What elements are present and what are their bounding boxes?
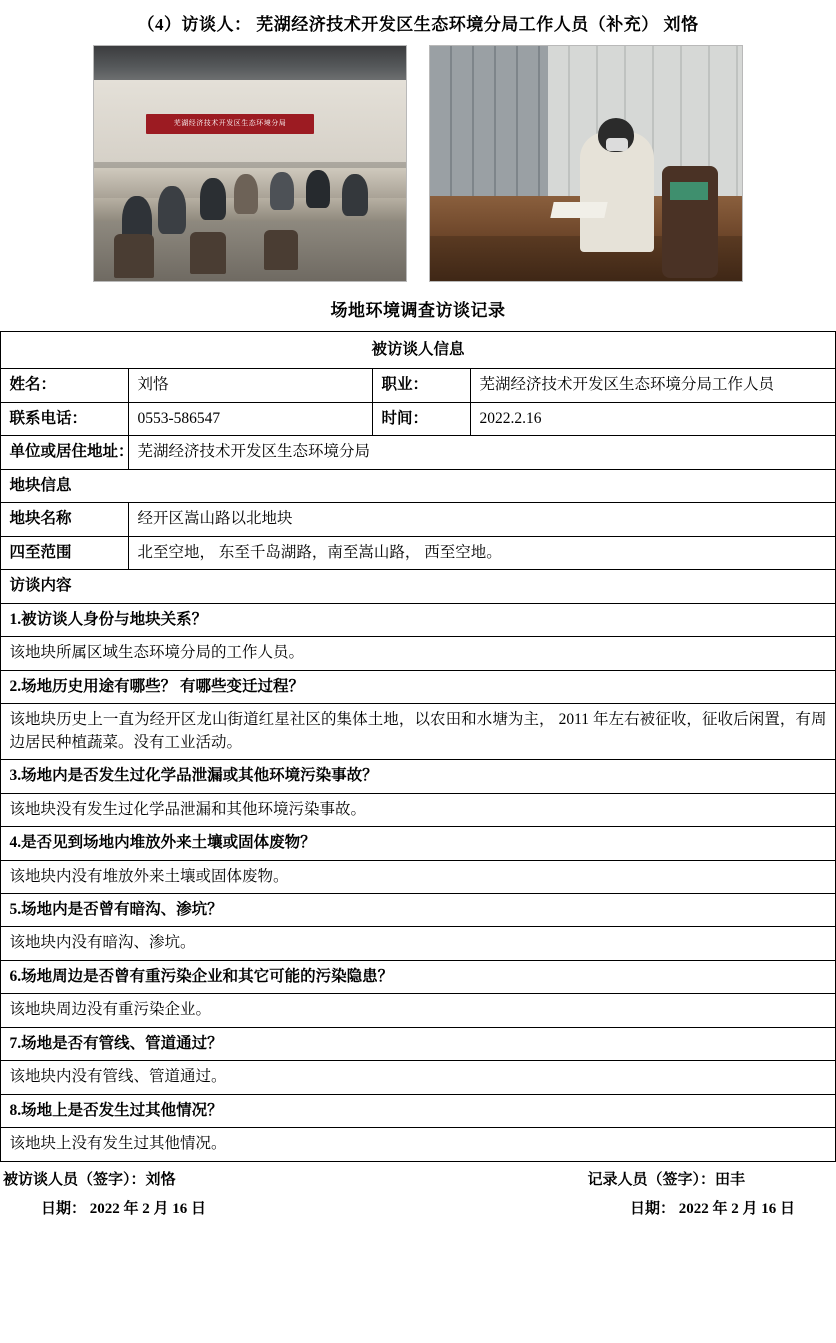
question-2: 2.场地历史用途有哪些？ 有哪些变迁过程？ — [1, 670, 835, 703]
value-phone: 0553-586547 — [129, 402, 373, 435]
table-row — [1, 1094, 835, 1127]
table-row — [1, 570, 835, 603]
photo-row — [0, 45, 836, 282]
table-row — [1, 760, 835, 793]
ceiling-region — [94, 46, 406, 80]
recorder-signature: 记录人员（签字）：田丰 — [587, 1171, 745, 1188]
table-row — [1, 670, 835, 703]
label-occupation: 职业： — [373, 369, 471, 402]
wall-banner — [146, 114, 314, 134]
question-3: 3.场地内是否发生过化学品泄漏或其他环境污染事故？ — [1, 760, 835, 793]
photo-interview-desk — [429, 45, 743, 282]
answer-2: 该地块历史上一直为经开区龙山街道红星社区的集体土地，以农田和水塘为主， 2011 年左右被征收，征收后闲置，有周边居民种植蔬菜。没有工业活动。 — [1, 704, 835, 760]
question-5: 5.场地内是否曾有暗沟、渗坑？ — [1, 893, 835, 926]
table-row — [1, 1128, 835, 1161]
label-phone: 联系电话： — [1, 402, 129, 435]
table-row — [1, 704, 835, 760]
answer-3: 该地块没有发生过化学品泄漏和其他环境污染事故。 — [1, 793, 835, 826]
table-row — [1, 469, 835, 502]
table-row — [1, 793, 835, 826]
label-name: 姓名： — [1, 369, 129, 402]
value-address: 芜湖经济技术开发区生态环境分局 — [129, 436, 835, 469]
table-row — [1, 1027, 835, 1060]
person-figure — [342, 174, 368, 216]
desk-box — [670, 182, 708, 200]
person-figure — [234, 174, 258, 214]
section-interview-content: 访谈内容 — [1, 570, 835, 603]
signature-row — [1, 1168, 835, 1189]
table-row — [1, 369, 835, 402]
interview-caption: （4）访谈人： 芜湖经济技术开发区生态环境分局工作人员（补充） 刘恪 — [137, 15, 699, 34]
answer-6: 该地块周边没有重污染企业。 — [1, 994, 835, 1027]
table-row — [1, 994, 835, 1027]
answer-7: 该地块内没有管线、管道通过。 — [1, 1061, 835, 1094]
date-row — [1, 1197, 835, 1218]
label-time: 时间： — [373, 402, 471, 435]
page-title: 场地环境调查访谈记录 — [330, 301, 506, 320]
table-row — [1, 927, 835, 960]
value-name: 刘恪 — [129, 369, 373, 402]
label-parcel-name: 地块名称 — [1, 503, 129, 536]
question-8: 8.场地上是否发生过其他情况？ — [1, 1094, 835, 1127]
value-time: 2022.2.16 — [471, 402, 835, 435]
answer-4: 该地块内没有堆放外来土壤或固体废物。 — [1, 860, 835, 893]
table-row — [1, 332, 835, 369]
date-right: 日期： 2022 年 2 月 16 日 — [629, 1200, 795, 1217]
table-row — [1, 503, 835, 536]
photo-meeting-room — [93, 45, 407, 282]
table-row — [1, 1061, 835, 1094]
table-row — [1, 827, 835, 860]
answer-1: 该地块所属区域生态环境分局的工作人员。 — [1, 637, 835, 670]
value-occupation: 芜湖经济技术开发区生态环境分局工作人员 — [471, 369, 835, 402]
date-left: 日期： 2022 年 2 月 16 日 — [41, 1200, 207, 1217]
interview-record-table — [0, 331, 835, 1162]
person-figure — [306, 170, 330, 208]
question-1: 1.被访谈人身份与地块关系？ — [1, 603, 835, 636]
label-boundary: 四至范围 — [1, 536, 129, 569]
answer-8: 该地块上没有发生过其他情况。 — [1, 1128, 835, 1161]
value-parcel-name: 经开区嵩山路以北地块 — [129, 503, 835, 536]
question-6: 6.场地周边是否曾有重污染企业和其它可能的污染隐患？ — [1, 960, 835, 993]
face-mask — [606, 138, 628, 151]
chair — [264, 230, 298, 270]
person-figure — [158, 186, 186, 234]
wall-banner-text: 芜湖经济技术开发区生态环境分局 — [173, 120, 287, 127]
table-row — [1, 893, 835, 926]
question-7: 7.场地是否有管线、管道通过？ — [1, 1027, 835, 1060]
value-boundary: 北至空地， 东至千岛湖路，南至嵩山路， 西至空地。 — [129, 536, 835, 569]
section-interviewee-title: 被访谈人信息 — [1, 332, 835, 369]
label-address: 单位或居住地址： — [1, 436, 129, 469]
section-parcel-info: 地块信息 — [1, 469, 835, 502]
table-row — [1, 402, 835, 435]
table-row — [1, 637, 835, 670]
question-4: 4.是否见到场地内堆放外来土壤或固体废物？ — [1, 827, 835, 860]
table-row — [1, 603, 835, 636]
cabinet-wall-left — [430, 46, 548, 196]
table-row — [1, 960, 835, 993]
table-row — [1, 536, 835, 569]
table-row — [1, 436, 835, 469]
table-row — [1, 860, 835, 893]
interviewee-signature: 被访谈人员（签字）：刘恪 — [3, 1171, 176, 1188]
paper-sheet — [550, 202, 607, 218]
chair — [190, 232, 226, 274]
answer-5: 该地块内没有暗沟、渗坑。 — [1, 927, 835, 960]
person-figure — [270, 172, 294, 210]
person-figure — [200, 178, 226, 220]
chair — [114, 234, 154, 278]
